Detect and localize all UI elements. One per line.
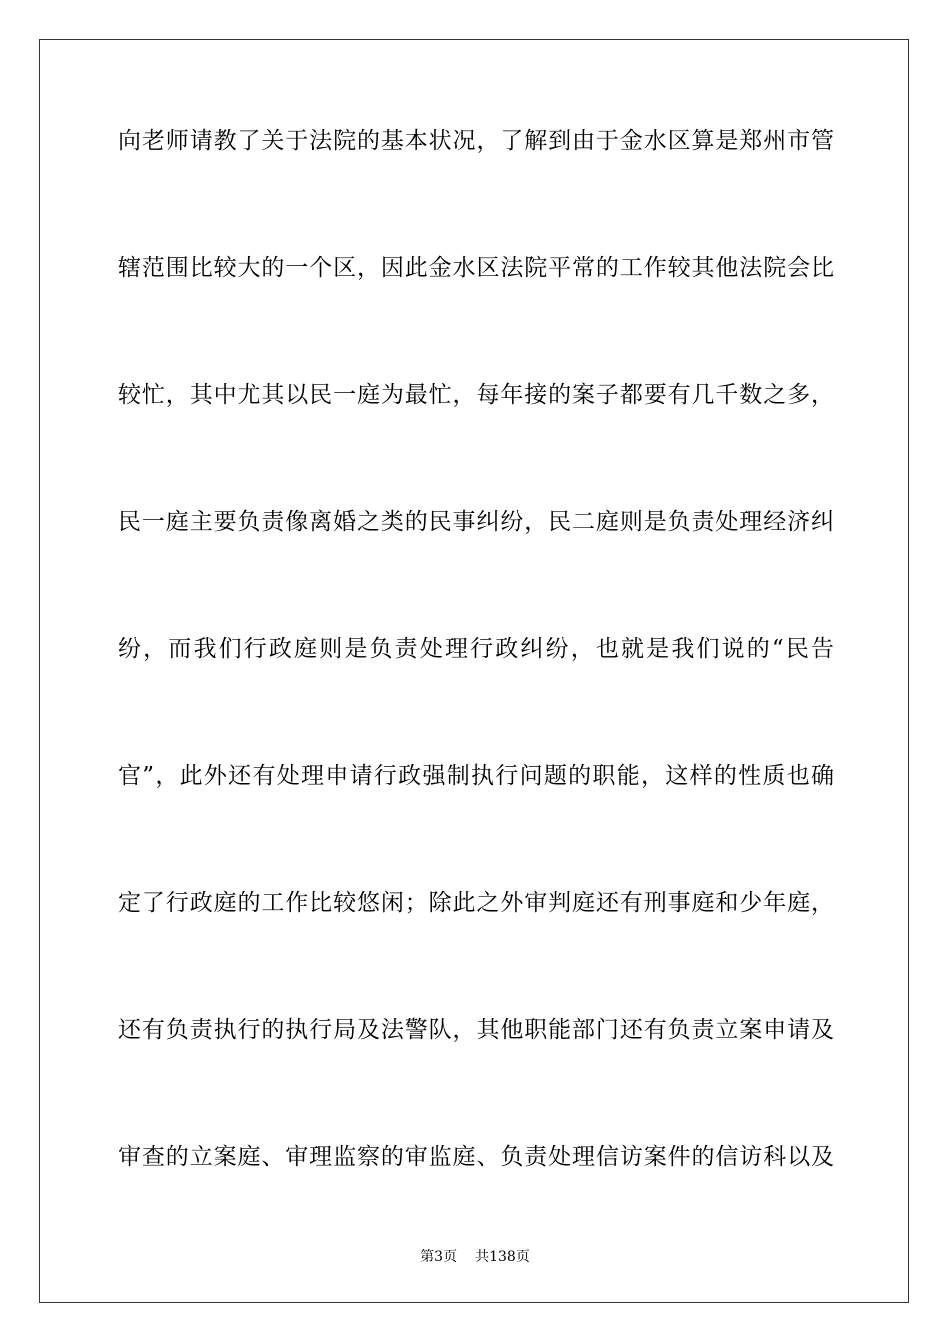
page-number-current: 第3页: [420, 1249, 458, 1265]
document-body: [118, 126, 834, 1269]
text-line-5: 纷，而我们行政庭则是负责处理行政纠纷，也就是我们说的“民告: [118, 636, 834, 662]
text-line-4: 民一庭主要负责像离婚之类的民事纠纷，民二庭则是负责处理经济纠: [118, 509, 834, 535]
text-line-6: 官”，此外还有处理申请行政强制执行问题的职能，这样的性质也确: [118, 763, 834, 789]
text-line-1: 向老师请教了关于法院的基本状况，了解到由于金水区算是郑州市管: [118, 128, 834, 154]
text-line-8: 还有负责执行的执行局及法警队，其他职能部门还有负责立案申请及: [118, 1017, 834, 1043]
page-footer: [0, 1248, 950, 1266]
text-line-7: 定了行政庭的工作比较悠闲；除此之外审判庭还有刑事庭和少年庭，: [118, 890, 834, 916]
text-line-3: 较忙，其中尤其以民一庭为最忙，每年接的案子都要有几千数之多，: [118, 382, 834, 408]
page-number-total: 共138页: [475, 1249, 530, 1265]
text-line-9: 审查的立案庭、审理监察的审监庭、负责处理信访案件的信访科以及: [118, 1144, 834, 1170]
text-line-2: 辖范围比较大的一个区，因此金水区法院平常的工作较其他法院会比: [118, 255, 834, 281]
